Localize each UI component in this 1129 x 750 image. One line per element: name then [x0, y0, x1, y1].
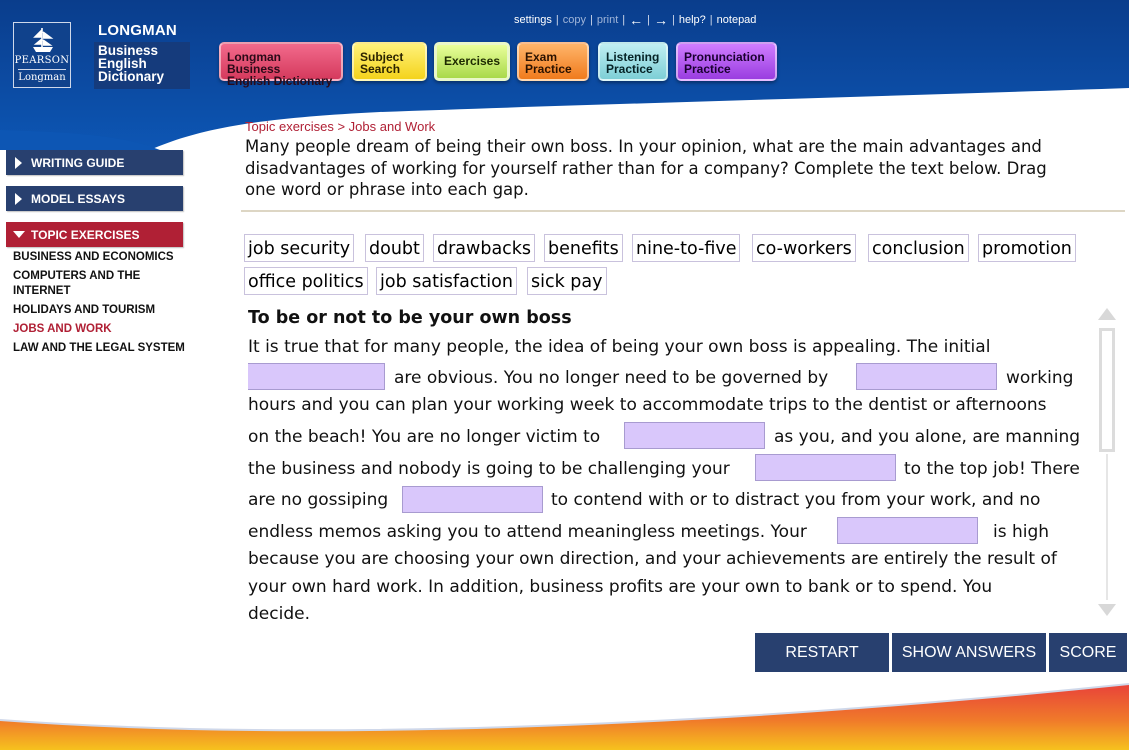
essay-line: your own hard work. In addition, business profits are your own to bank or to spend. You	[248, 577, 993, 597]
topic-exercises-button[interactable]	[6, 222, 183, 247]
copy-link[interactable]: copy	[562, 14, 587, 26]
brand-name: LONGMAN	[98, 22, 177, 39]
triangle-down-icon	[13, 231, 25, 238]
word-chip[interactable]: conclusion	[868, 234, 969, 262]
nav-label: Practice	[525, 62, 572, 76]
answer-gap-6[interactable]	[837, 517, 978, 544]
publisher-sub: Longman	[18, 72, 66, 83]
word-chip[interactable]: sick pay	[527, 267, 607, 295]
answer-gap-3[interactable]	[624, 422, 765, 449]
word-chip[interactable]: doubt	[365, 234, 424, 262]
word-chip[interactable]: job satisfaction	[376, 267, 517, 295]
topic-business-economics[interactable]: BUSINESS AND ECONOMICS	[13, 251, 174, 263]
instructions-line: disadvantages of working for yourself rather than for a company? Complete the text below. Drag	[245, 158, 1047, 178]
topic-list	[13, 250, 198, 360]
essay-line: on the beach! You are no longer victim to	[248, 427, 601, 447]
writing-guide-label: WRITING GUIDE	[31, 156, 125, 170]
restart-button[interactable]: RESTART	[755, 633, 889, 672]
essay-line: as you, and you alone, are manning	[774, 427, 1081, 447]
word-chip[interactable]: nine-to-five	[632, 234, 740, 262]
ship-icon	[31, 27, 55, 53]
word-chip[interactable]: benefits	[544, 234, 623, 262]
nav-listening-practice-button[interactable]	[598, 42, 668, 81]
essay-line: endless memos asking you to attend meaningless meetings. Your	[248, 522, 807, 542]
model-essays-button[interactable]	[6, 186, 183, 211]
print-link[interactable]: print	[596, 14, 619, 26]
forward-arrow-icon[interactable]: →	[654, 11, 669, 28]
model-essays-label: MODEL ESSAYS	[31, 192, 126, 206]
essay-line: hours and you can plan your working week to accommodate trips to the dentist or afternoons	[248, 395, 1047, 415]
notepad-link[interactable]: notepad	[716, 14, 757, 26]
product-line-3: Dictionary	[98, 69, 165, 84]
publisher-name: PEARSON	[14, 55, 70, 66]
nav-exercises-button[interactable]	[434, 42, 510, 81]
essay-line: are no gossiping	[248, 490, 389, 510]
separator: |	[647, 14, 651, 26]
triangle-right-icon	[15, 157, 22, 169]
essay-line: decide.	[248, 604, 310, 620]
instructions	[245, 136, 1115, 201]
essay-line: are obvious. You no longer need to be governed by	[394, 368, 829, 388]
settings-link[interactable]: settings	[514, 14, 552, 26]
product-line-1: Business	[98, 43, 159, 58]
essay-line: the business and nobody is going to be challenging your	[248, 459, 730, 479]
separator: |	[672, 14, 675, 26]
nav-label: Search	[360, 62, 401, 76]
answer-gap-1[interactable]	[248, 363, 385, 390]
essay-panel	[248, 306, 1098, 620]
header	[0, 0, 1129, 150]
score-button[interactable]: SCORE	[1049, 633, 1127, 672]
topic-holidays-tourism[interactable]: HOLIDAYS AND TOURISM	[13, 304, 156, 316]
essay-title: To be or not to be your own boss	[248, 308, 572, 328]
nav-label: Exercises	[443, 54, 501, 68]
triangle-right-icon	[15, 193, 22, 205]
show-answers-button[interactable]: SHOW ANSWERS	[892, 633, 1046, 672]
instructions-line: Many people dream of being their own boss. In your opinion, what are the main advantages and	[245, 137, 1042, 156]
word-chip[interactable]: job security	[244, 234, 354, 262]
word-chip[interactable]: office politics	[244, 267, 368, 295]
nav-label: Subject	[360, 50, 404, 64]
topic-law-legal-system[interactable]: LAW AND THE LEGAL SYSTEM	[13, 342, 185, 354]
back-arrow-icon[interactable]: ←	[629, 11, 644, 28]
essay-line: to the top job! There	[904, 459, 1080, 479]
nav-label: English Dictionary	[227, 74, 333, 88]
breadcrumb[interactable]: Topic exercises > Jobs and Work	[245, 119, 436, 134]
answer-gap-2[interactable]	[856, 363, 997, 390]
essay-line: It is true that for many people, the idea of being your own boss is appealing. The initial	[248, 337, 991, 357]
word-chip[interactable]: drawbacks	[433, 234, 535, 262]
answer-gap-4[interactable]	[755, 454, 896, 481]
logo-divider	[18, 69, 66, 70]
product-line-2: English	[98, 56, 147, 71]
nav-dictionary-button[interactable]	[219, 42, 343, 88]
separator: |	[709, 14, 713, 26]
essay-line: working	[1006, 368, 1074, 388]
nav-label: Longman Business	[227, 50, 281, 76]
topic-jobs-work[interactable]: JOBS AND WORK	[13, 323, 112, 335]
essay-line: to contend with or to distract you from your work, and no	[551, 490, 1041, 510]
word-chip[interactable]: promotion	[978, 234, 1076, 262]
nav-label: Listening	[606, 50, 660, 64]
instructions-line: one word or phrase into each gap.	[245, 180, 529, 199]
divider	[241, 210, 1125, 212]
scroll-track[interactable]	[1106, 454, 1108, 600]
separator: |	[555, 14, 559, 26]
nav-pronunciation-practice-button[interactable]	[676, 42, 777, 81]
writing-guide-button[interactable]	[6, 150, 183, 175]
topic-exercises-label: TOPIC EXERCISES	[31, 228, 140, 242]
nav-subject-search-button[interactable]	[352, 42, 427, 81]
nav-label: Practice	[684, 62, 731, 76]
separator: |	[590, 14, 593, 26]
essay-scrollbar[interactable]	[1097, 308, 1117, 616]
essay-line: is high	[993, 522, 1050, 542]
word-chip[interactable]: co-workers	[752, 234, 856, 262]
top-links	[514, 11, 757, 28]
essay-line: because you are choosing your own direction, and your achievements are entirely the result of	[248, 549, 1057, 569]
topic-computers-internet[interactable]: COMPUTERS AND THE INTERNET	[13, 270, 141, 297]
scroll-thumb[interactable]	[1099, 328, 1115, 452]
answer-gap-5[interactable]	[402, 486, 543, 513]
nav-exam-practice-button[interactable]	[517, 42, 589, 81]
footer-wave	[0, 680, 1129, 750]
nav-label: Exam	[525, 50, 558, 64]
scroll-up-arrow-icon[interactable]	[1098, 308, 1116, 320]
help-link[interactable]: help?	[678, 14, 706, 26]
nav-label: Pronunciation	[684, 50, 765, 64]
nav-label: Practice	[606, 62, 653, 76]
scroll-down-arrow-icon[interactable]	[1098, 604, 1116, 616]
product-name	[94, 42, 190, 89]
pearson-logo	[13, 22, 71, 88]
separator: |	[622, 14, 626, 26]
